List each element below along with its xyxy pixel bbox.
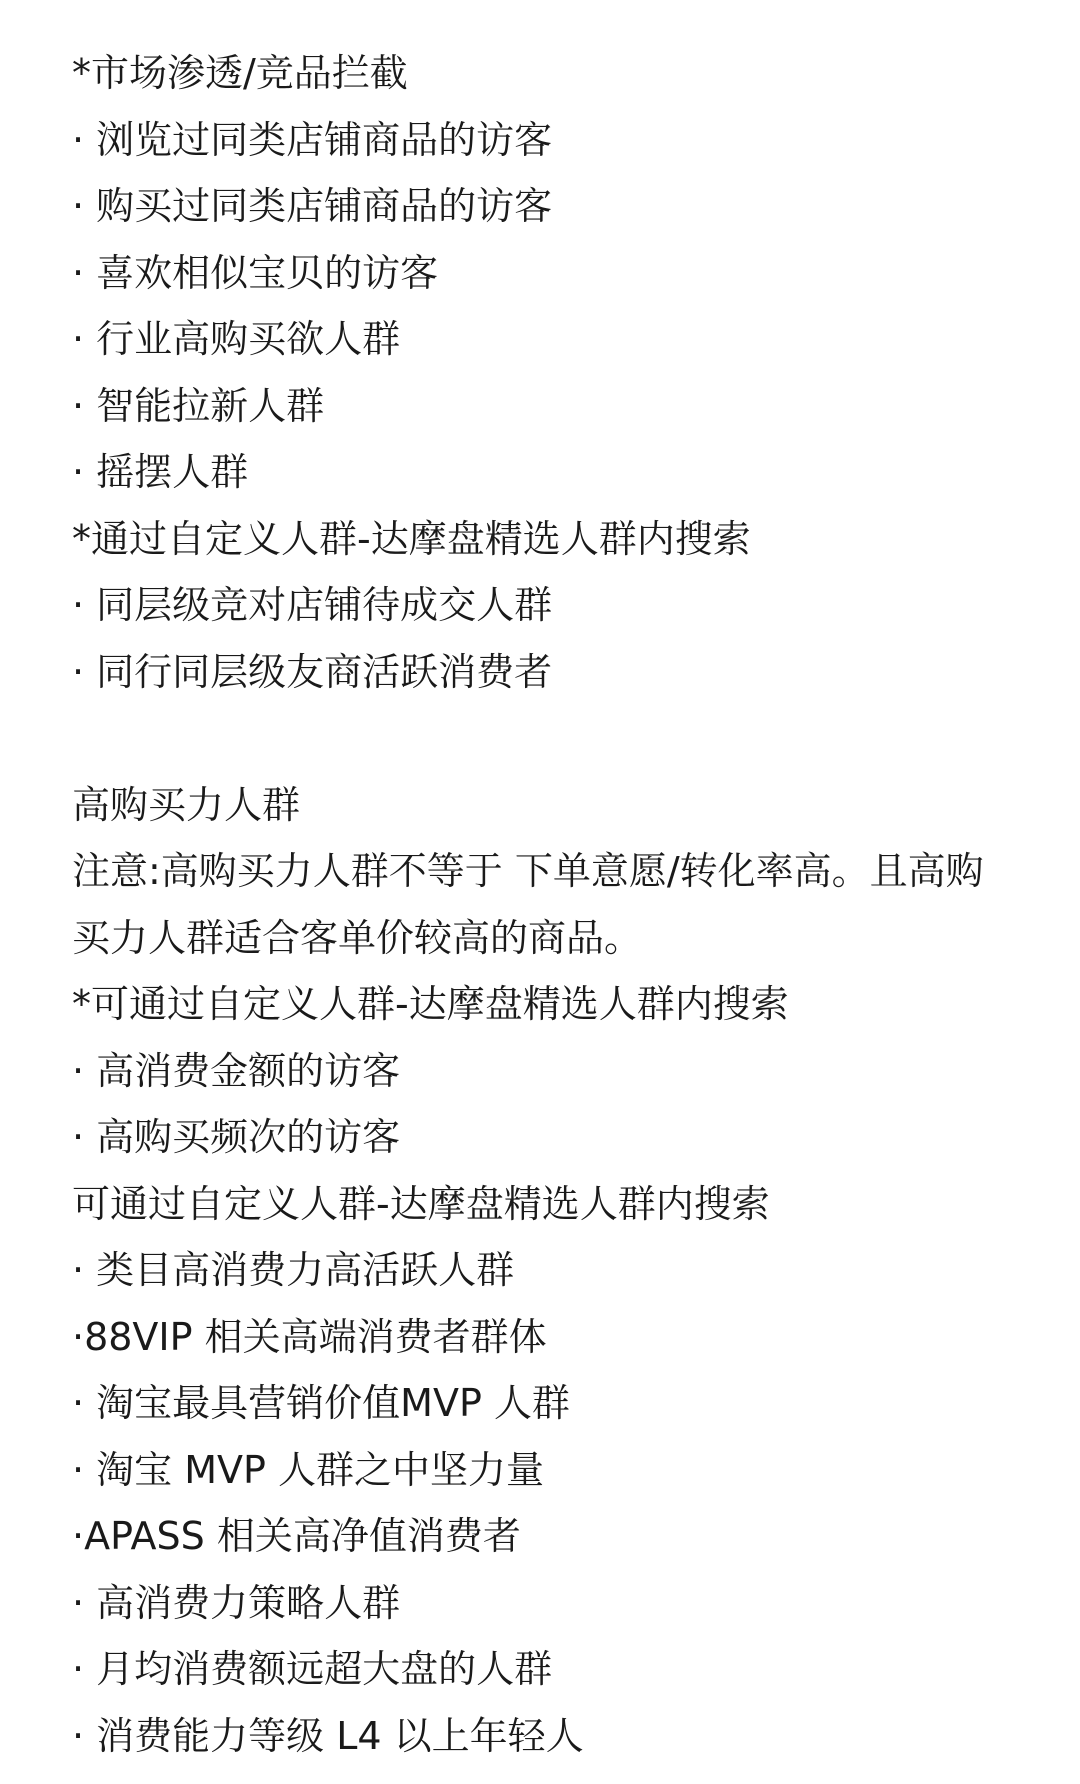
sub-heading-search: *可通过自定义人群-达摩盘精选人群内搜索 (72, 982, 789, 1026)
list-item: · 淘宝最具营销价值MVP 人群 (72, 1381, 570, 1425)
sub-heading-search: 可通过自定义人群-达摩盘精选人群内搜索 (72, 1181, 770, 1226)
sub-heading-search: *通过自定义人群-达摩盘精选人群内搜索 (72, 516, 751, 561)
blank-line (72, 705, 1032, 772)
list-item: · 高购买频次的访客 (72, 1115, 401, 1159)
list-item: · 同层级竞对店铺待成交人群 (72, 583, 553, 627)
section-heading-market: *市场渗透/竞品拦截 (72, 51, 408, 95)
list-item: · 购买过同类店铺商品的访客 (72, 184, 553, 228)
list-item: · 摇摆人群 (72, 450, 249, 494)
list-item: · 行业高购买欲人群 (72, 317, 401, 361)
list-item: · 淘宝 MVP 人群之中坚力量 (72, 1447, 545, 1492)
list-item: · 喜欢相似宝贝的访客 (72, 250, 439, 295)
document-body (72, 40, 1032, 1769)
list-item: · 浏览过同类店铺商品的访客 (72, 117, 553, 162)
list-item: · 智能拉新人群 (72, 383, 325, 428)
note-paragraph: 注意:高购买力人群不等于 下单意愿/转化率高。且高购买力人群适合客单价较高的商品。 (72, 849, 984, 960)
list-item: · 高消费金额的访客 (72, 1048, 401, 1093)
list-item: · 高消费力策略人群 (72, 1580, 401, 1625)
list-item: · 消费能力等级 L4 以上年轻人 (72, 1713, 584, 1758)
list-item: ·88VIP 相关高端消费者群体 (72, 1314, 547, 1359)
list-item: ·APASS 相关高净值消费者 (72, 1514, 521, 1558)
list-item: · 月均消费额远超大盘的人群 (72, 1647, 553, 1691)
section-heading-high-purchasing: 高购买力人群 (72, 782, 301, 827)
list-item: · 同行同层级友商活跃消费者 (72, 649, 553, 694)
list-item: · 类目高消费力高活跃人群 (72, 1248, 515, 1292)
